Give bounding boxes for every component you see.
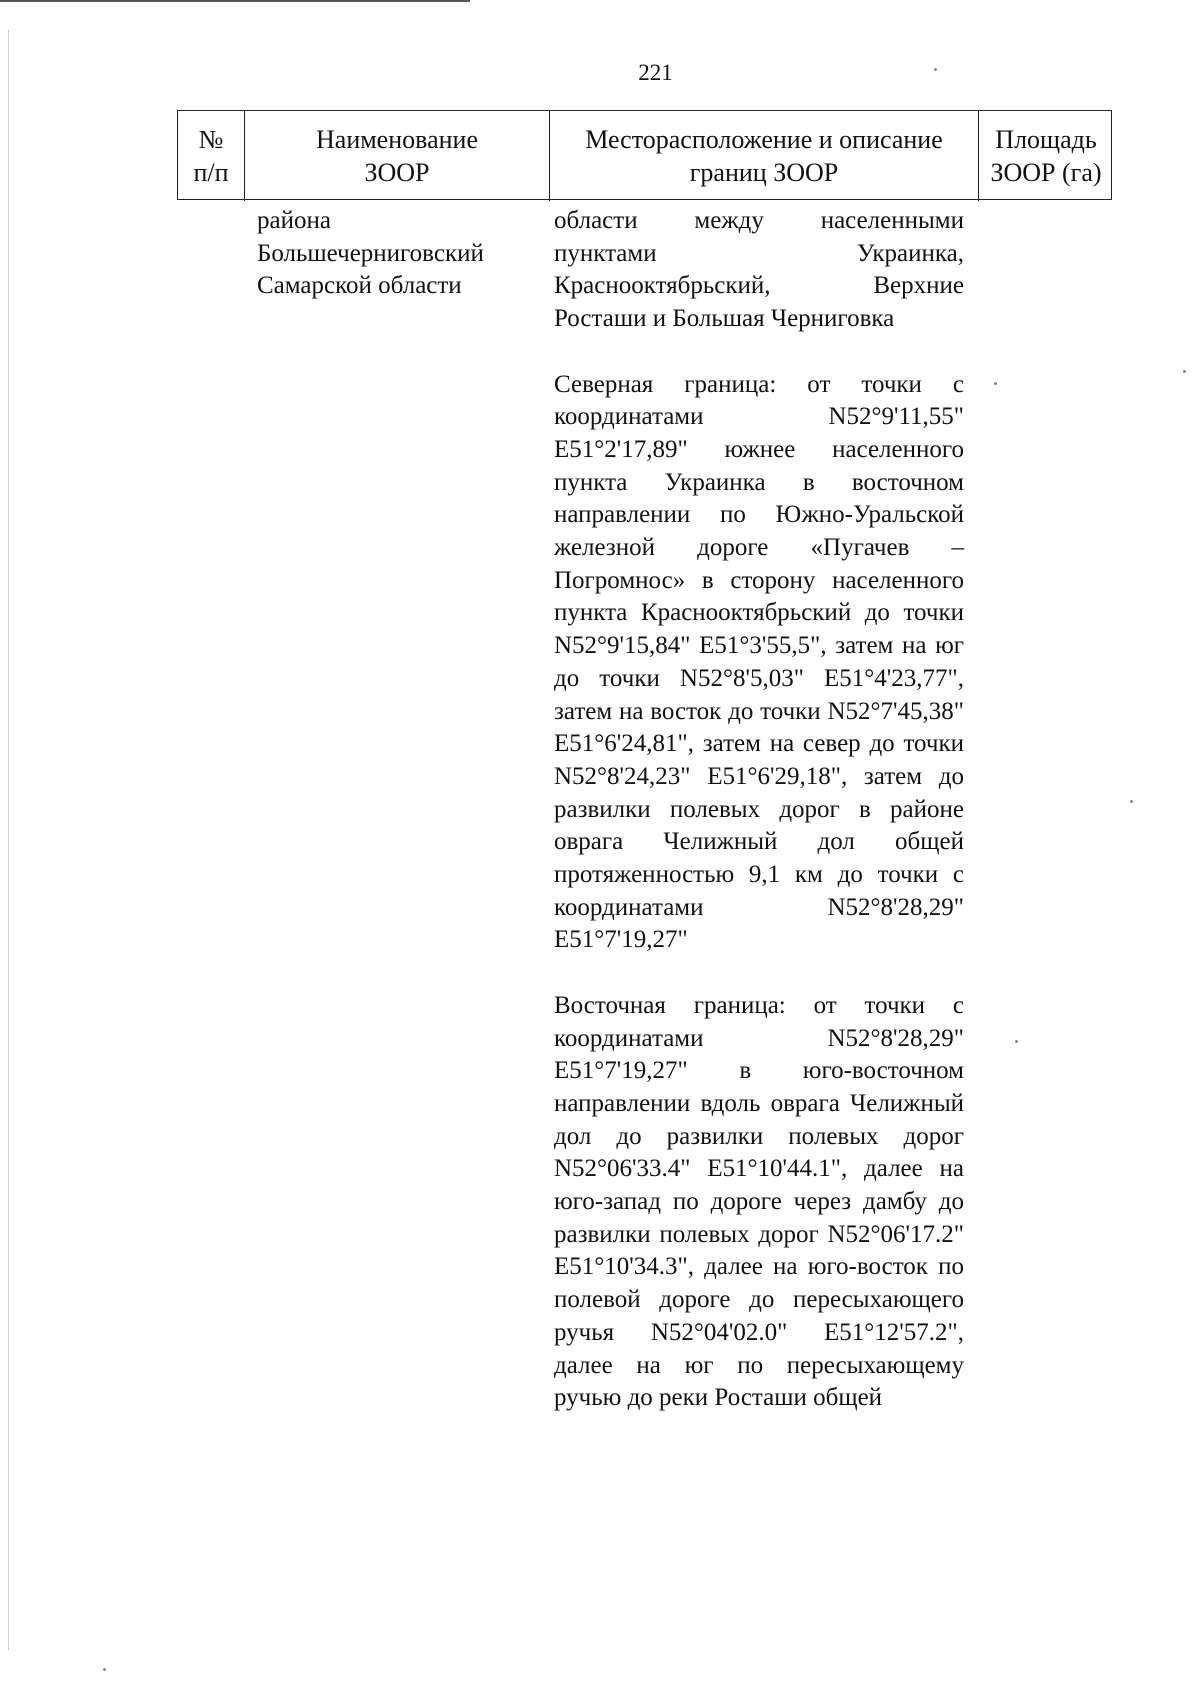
scan-speck <box>1130 800 1133 803</box>
location-intro-paragraph: области между населенными пунктами Украинка, Краснооктябрьский, Верхние Росташи и Большая Черниговка <box>554 207 964 333</box>
scan-speck <box>1015 1040 1018 1043</box>
header-location: Месторасположение и описание границ ЗООР <box>549 111 978 201</box>
zoor-table <box>177 110 1112 1690</box>
zoor-name-cell: района Большечерниговский Самарской области <box>257 207 484 300</box>
header-name: Наименование ЗООР <box>244 111 549 201</box>
page-number: 221 <box>638 60 673 85</box>
scan-left-edge <box>8 30 9 1650</box>
zoor-location-cell <box>554 205 964 1448</box>
scan-speck <box>934 68 937 71</box>
scan-speck <box>103 1668 106 1671</box>
scan-speck <box>1183 370 1186 373</box>
scan-speck <box>994 382 997 385</box>
header-area: Площадь ЗООР (га) <box>978 111 1113 201</box>
north-boundary-paragraph: Северная граница: от точки с координатами N52°9'11,55" E51°2'17,89" южнее населенного пункта Украинка в восточном направлении по Южно-Уральской железной дороге «Пугачев – Погромнос» в сторону населенного пункта Краснооктябрьский до точки N52°9'15,84" E51°3'55,5", затем на юг до точки N52°8'5,03" E51°4'23,77", затем на восток до точки N52°7'45,38" E51°6'24,81", затем на север до точки N52°8'24,23" E51°6'29,18", затем до развилки полевых дорог в районе оврага Челижный дол общей протяженностью 9,1 км до точки с координатами N52°8'28,29" E51°7'19,27" <box>554 370 964 954</box>
scan-top-border <box>0 0 470 2</box>
header-number: № п/п <box>193 125 229 187</box>
table-header-row <box>177 110 1112 200</box>
east-boundary-paragraph: Восточная граница: от точки с координатами N52°8'28,29" E51°7'19,27" в юго-восточном направлении вдоль оврага Челижный дол до развилки полевых дорог N52°06'33.4" E51°10'44.1", далее на юго-запад по дороге через дамбу до развилки полевых дорог N52°06'17.2" E51°10'34.3", далее на юго-восток по полевой дороге до пересыхающего ручья N52°04'02.0" E51°12'57.2", далее на юг по пересыхающему ручью до реки Росташи общей <box>554 991 964 1412</box>
